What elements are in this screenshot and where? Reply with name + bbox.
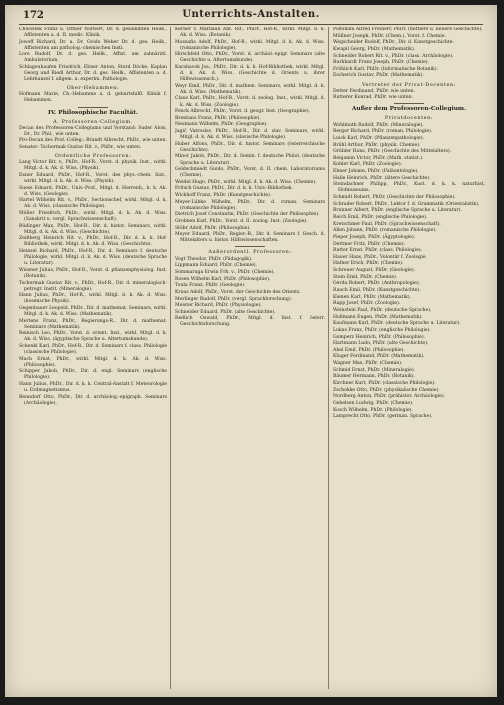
directory-entry: Brühl Arthur, PhDr. (physik. Chemie). — [333, 142, 421, 148]
entry-group — [175, 257, 325, 329]
directory-entry: Fröhlich Karl, PhDr. (Informatische Botanik). — [333, 66, 439, 72]
directory-entry: Wohlmuth Rudolf, PhDr. (Mineralogie). — [333, 122, 424, 128]
directory-entry: Müllner Joseph, PhDr. (Chem.), Vorst. f. Chemie. — [333, 33, 446, 39]
page-number: 172 — [23, 10, 44, 21]
directory-entry: Gegenbauer Leopold, PhDr., Dir. d. mathemat. Seminars, wirkl. Mitgl. d. k. Ak. d. Wiss. (Mathematik). — [19, 305, 167, 317]
directory-entry: Fritsch Gustav, PhDr., Dir. d. k. k. Univ.-Bibliothek. — [175, 186, 294, 192]
entry-group — [19, 92, 167, 104]
directory-entry: Lore Rudolf, Dr. d. ges. Heilk., Affist. am zahnärztl. Ambulatorium. — [19, 52, 167, 64]
directory-entry: Hann Julius, PhDr., Hof-R., wirkl. Mitgl. d. k. Ak. d. Wiss. (kosmische Physik). — [19, 293, 167, 305]
directory-entry: Merlinger Rudolf, PhDr. (vergl. Sprachforschung). — [175, 296, 293, 302]
directory-entry: Hofmann Marie, Ch.-Hebamme a. d. geburtshilfl. Klinik f. Hebammen. — [19, 92, 167, 104]
directory-entry: Rutterer Konrad, PhDr. wie unten. — [333, 95, 414, 101]
entry-group — [333, 27, 485, 80]
directory-entry: Claus Karl, PhDr., Hof-R., Vorst. d. zoolog. Inst., wirkl. Mitgl. d. k. Ak. d. Wiss. (Zoologie). — [175, 96, 325, 108]
directory-entry: Schneider Eduard, PhDr. (alte Geschichte). — [175, 309, 276, 315]
directory-entry: Vogt Theodor, PhDr. (Pädagogik). — [175, 256, 253, 262]
directory-entry: Ebner Johann, PhDr. (Paläontologie). — [333, 169, 419, 175]
directory-entry: Hauer Hans, PhDr., Volontär f. Zoologie. — [333, 254, 427, 260]
directory-entry: Schmidt Robert, PhDr. (Geschichte der Philosophie). — [333, 195, 456, 201]
directory-entry: Lukas Franz, PhDr. (englische Philologie). — [333, 327, 431, 333]
directory-entry: Mussafia Adolf, PhDr., Hof-R., wirkl. Mitgl. d. k. Ak. d. Wiss. (romanische Philologie). — [175, 39, 325, 51]
directory-entry: Meyer Eduard, PhDr., Regier.-R., Dir. d. Seminars f. Gesch. d. Mittelalters u. histor. Hilfswissenschaften. — [175, 232, 325, 244]
directory-entry: Wickhoff Franz, PhDr. (Kunstgeschichte). — [175, 193, 272, 199]
divider — [394, 103, 424, 104]
entry-group — [19, 27, 167, 83]
directory-entry: Nordberg Anton, PhDr. (prähistor. Archäologie). — [333, 394, 446, 400]
directory-entry: Rapp Josef, PhDr. (Zoologie). — [333, 301, 401, 307]
column-left — [19, 27, 167, 692]
directory-entry: Kirchner Kurt, PhDr. (classische Philologie). — [333, 381, 436, 387]
directory-entry: Penck Albrecht, PhDr., Vorst. d. geogr. Inst. (Geographie). — [175, 109, 310, 115]
directory-entry: Sommaruga Erwin Frh. v., PhDr. (Chemie). — [175, 269, 275, 275]
sub-heading: Außerordentl. Professoren: — [208, 249, 292, 256]
directory-entry: Hirschfeld Otto, PhDr., Vorst. d. archäol.-epigr. Seminars (alte Geschichte u. Altertumskunde). — [175, 52, 325, 64]
directory-entry: Huber Alfons, PhDr., Dir. d. histor. Seminars (österreichische Geschichte). — [175, 141, 325, 153]
directory-entry: Schlageuhaufen Friedrich, Ebner Anton, Stord Döcke, Kaplan Georg und Riedl Arthur, Dr. d. ges. Heilk., Affistenten a. d. Lehrkanzel f. allgem. u. experim. Pathologie. — [19, 65, 167, 83]
directory-entry: Gerda Robert, PhDr. (Anthropologie). — [333, 281, 421, 287]
directory-entry: Redlich Oswald, PhDr., Mitgl. d. Inst. f. österr. Geschichtsforschung. — [175, 316, 325, 328]
directory-entry: Schreuer August, PhDr. (Geologie). — [333, 268, 416, 274]
directory-entry: Schmid Ernst, PhDr. (Mineralogie). — [333, 367, 416, 373]
directory-entry: Kaufmann Karl, PhDr. (deutsche Sprache u. Literatur). — [333, 321, 461, 327]
directory-entry: Lamprecht Otto, PhDr. (german. Sprache). — [333, 414, 433, 420]
directory-entry: Lippmann Eduard, PhDr. (Chemie). — [175, 263, 258, 269]
directory-entry: Wagner Max, PhDr. (Chemie). — [333, 361, 403, 367]
directory-entry: Mertens Franz, PhDr., Regierungs-R., Dir. d. mathemat. Seminars (Mathematik). — [19, 318, 167, 330]
sub-heading: Privatdocenten: — [384, 115, 434, 122]
directory-entry: Dietrich Josef Constantin, PhDr. (Geschichte der Philosophie). — [175, 212, 320, 218]
directory-entry: Wiesner Julius, PhDr., Hof-R., Vorst. d. pflanzenphysiolog. Inst. (Botanik). — [19, 267, 167, 279]
directory-entry: Weidel Hugo, PhDr., wirkl. Mitgl. d. k. Ak. d. Wiss. (Chemie). — [175, 179, 317, 185]
directory-entry: Neumann Wilhelm, PhDr. (Geographie). — [175, 122, 268, 128]
directory-entry: Mach Ernst, PhDr., wirkl. Mitgl. d. k. Ak. d. Wiss. (Philosophie). — [19, 356, 167, 368]
entry-group — [333, 89, 485, 102]
directory-entry: Kluger Ferdinand, PhDr. (Mathematik). — [333, 354, 425, 360]
running-title: Unterrichts-Anstalten. — [182, 9, 320, 20]
directory-entry: Steindachner Philipp, PhDr., Kust. d. k. k. naturhist. Hofmuseums. — [333, 182, 485, 194]
directory-entry: Jagić Vatroslav, PhDr., Hof-R., Dir. d. slav. Seminars, wirkl. Mitgl. d. k. Ak. d. Wiss. (slavische Philologie). — [175, 129, 325, 141]
directory-entry: Weinstein Paul, PhDr. (deutsche Sprache). — [333, 307, 432, 313]
directory-entry: Lang Victor Rit. v., PhDr., Hof-R., Vorst. d. physik. Inst., wirkl. Mitgl. d. k. Ak. d. Wiss. (Physik). — [19, 160, 167, 172]
directory-entry: Hann Julius, PhDr., Dir. d. k. k. Central-Anstalt f. Meteorologie u. Erdmagnetismus. — [19, 382, 167, 394]
directory-entry: Minor Jakob, PhDr., Dir. d. Semin. f. deutsche Philol. (deutsche Sprache u. Literatur). — [175, 154, 325, 166]
directory-entry: Büdinger Max, PhDr., Hof-R., Dir. d. histor. Seminars, wirkl. Mitgl. d. k. Ak. d. Wiss. (Geschichte). — [19, 223, 167, 235]
directory-entry: Kerner v. Marilaun Ant. Rit., PhDr., Hof-R., wirkl. Mitgl. d. k. Ak. d. Wiss. (Botanik). — [175, 27, 325, 39]
directory-entry: Decan des Professoren-Collegiums und Vorstand: Suder Alois, Dr., Dr. Phil., wie unten. — [19, 125, 167, 137]
section-heading: Außer dem Professoren-Collegium. — [351, 106, 467, 113]
directory-entry: Kwapil Georg, PhDr. (Mathematik). — [333, 46, 416, 52]
divider — [78, 107, 108, 108]
entry-group — [175, 27, 325, 244]
directory-entry: Jowoff Richard, Dr. u. Dr. Gvido Weber Dr. d. ges. Heilk., Affistenten am patholog.-chemischen Insti. — [19, 39, 167, 51]
header-rule — [19, 24, 483, 25]
directory-entry: Berger Richard, PhDr. (roman. Philologie). — [333, 129, 433, 135]
section-heading: IV. Philosophische Facultät. — [47, 109, 139, 116]
directory-entry: Kretschmer Paul, PhDr. (Sprachwissenschaft). — [333, 221, 441, 227]
directory-entry: Stein Emil, PhDr. (Chemie). — [333, 274, 398, 280]
directory-entry: Hartel Wilhelm Rit. v., PhDr., Sectionschef, wirkl. Mitgl. d. k. Ak. d. Wiss. (classische Philologie). — [19, 198, 167, 210]
directory-entry: Reinisch Leo, PhDr., Vorst. d. orient. Inst., wirkl. Mitgl. d. k. Ak. d. Wiss. (ägyptische Sprache u. Altertumskunde). — [19, 331, 167, 343]
directory-entry: Luick Karl, PhDr. (Pflanzenpathologie). — [333, 135, 425, 141]
directory-entry: Hollmann Eugen, PhDr. (Mathematik). — [333, 314, 423, 320]
directory-entry: Pöltsham Alfred Freiherr, PhDr. (mittlere u. neuere Geschichte). — [333, 27, 483, 32]
section-subheading: A. Professoren-Collegium. — [53, 118, 133, 125]
directory-entry: Heinzel Richard, PhDr., Hof-R., Dir. d. Seminars f. deutsche Philologie, wirkl. Mitgl. d. k. Ak. d. Wiss. (deutsche Sprache u. Literatur). — [19, 249, 167, 267]
directory-entry: Allen Johann, PhDr. (romanische Philologie). — [333, 228, 437, 234]
directory-entry: Detter Ferdinand, PhDr. wie unten. — [333, 88, 416, 94]
directory-entry: Schneider Robert Rit. v., PhDr. (class. Archäologie). — [333, 53, 454, 59]
directory-entry: Meyer-Lübke Wilhelm, PhDr., Dir. d. roman. Seminars (romanische Philologie). — [175, 199, 325, 211]
column-divider — [328, 27, 329, 689]
directory-entry: Kosch Wilhelm, PhDr. (Philologie). — [333, 407, 413, 413]
directory-entry: Grübler Hans, PhDr. (Geschichte des Mittelalters). — [333, 149, 452, 155]
directory-entry: Pieper Joseph, PhDr. (Ägyptologie). — [333, 234, 416, 240]
directory-entry: Toula Franz, PhDr. (Geologie). — [175, 283, 246, 289]
directory-entry: Rauch Emil, PhDr. (Kunstgeschichte). — [333, 288, 421, 294]
directory-entry: Grobben Karl, PhDr., Vorst. d. II. zoolog. Inst. (Zoologie). — [175, 219, 308, 225]
directory-entry: Burkhardt Franz Joseph, PhDr. (Chemie). — [333, 60, 430, 66]
sub-heading: Ober-Hebammen: — [66, 85, 120, 92]
directory-entry: Halle Heinrich, PhDr. (ältere Geschichte). — [333, 175, 431, 181]
column-middle — [175, 27, 325, 692]
directory-entry: Schipper Jakob, PhDr., Dir. d. engl. Seminars (englische Philologie). — [19, 369, 167, 381]
directory-entry: Tschermak Gustav Rit. v., PhDr., Hof-R., Dir. d. mineralogisch-petrogr. Instit. (Mineralogie). — [19, 280, 167, 292]
sub-heading: Vertreter der Privat-Docenten: — [362, 81, 456, 88]
directory-entry: Weyr Emil, PhDr., Dir. d. mathem. Seminars, wirkl. Mitgl. d. k. Ak. d. Wiss. (Mathematik). — [175, 83, 325, 95]
directory-entry: Chwostek Franz u. Ottner Norbert, Dr. d. gesammten Heilk., Affistenten a. d. II. medic. Klinik. — [19, 27, 167, 39]
divider — [235, 246, 265, 247]
directory-entry: Meister Richard, PhDr. (Physiologie). — [175, 303, 262, 309]
directory-entry: Karabacek Jos., PhDr., Dir. d. k. k. Hof-Bibliothek, wirkl. Mitgl. d. k. Ak. d. Wiss. (Geschichte d. Orients u. ihrer Hilfswissensch.). — [175, 65, 325, 83]
directory-entry: Reich Emil, PhDr. (englische Philologie). — [333, 215, 428, 220]
directory-entry: Hartmann Ludo, PhDr. (alte Geschichte). — [333, 341, 429, 347]
directory-entry: Gomperz Heinrich, PhDr. (Philosophie). — [333, 334, 426, 340]
directory-entry: Brentano Franz, PhDr. (Philosophie). — [175, 115, 261, 121]
page-header — [5, 5, 497, 25]
directory-entry: Schenkl Karl, PhDr., Hof-R., Dir. d. Seminars f. class. Philologie (classische Philologie). — [19, 343, 167, 355]
directory-entry: Gebelsen Ludwig, PhDr. (Chemie). — [333, 400, 414, 406]
directory-entry: Rutter Ernst, PhDr. (class. Philologie). — [333, 248, 423, 254]
directory-entry: Abel Emil, PhDr. (Philosophie). — [333, 347, 405, 353]
directory-entry: Benjamin Victor, PhDr. (Math. statist.). — [333, 155, 424, 161]
directory-entry: Stöhr Adolf, PhDr. (Philosophie). — [175, 225, 251, 231]
directory-entry: Zeißberg Heinrich Rit. v., PhDr., Hof-R., Dir. d. k. k. Hof-Bibliothek, wirkl. Mitgl. d. k. Ak. d. Wiss. (Geschichte). — [19, 236, 167, 248]
directory-entry: Kraus Adolf, PhDr., Vorst. der Geschichte des Orients. — [175, 289, 301, 295]
directory-entry: Kienen Karl, PhDr. (Mathematik). — [333, 294, 412, 300]
directory-entry: Benndorf Otto, PhDr., Dir. d. archäolog.-epigraph. Seminars (Archäologie). — [19, 394, 167, 406]
entry-group — [333, 123, 485, 421]
directory-entry: Rosen Wilhelm Karl, PhDr. (Philosophie). — [175, 276, 271, 282]
directory-entry: Schrader Robert, PhDr., Lektor f. d. Grammatik (Orientalistik). — [333, 201, 480, 207]
directory-entry: Kohler Karl, PhDr. (Zoologie). — [333, 162, 403, 168]
directory-entry: Brunner Albert, PhDr. (englische Sprache u. Literatur). — [333, 208, 462, 214]
directory-entry: Zschokke Otto, PhDr. (physikalische Chemie). — [333, 387, 440, 393]
directory-entry: Bäumer Hermann, PhDr. (Botanik). — [333, 374, 415, 380]
directory-entry: Suess Eduard, PhDr., Univ.-Prof., Mitgl. d. Herrenh., k. k. Ak. d. Wiss. (Geologie). — [19, 185, 167, 197]
directory-entry: Escherich Gustav, PhDr. (Mathematik). — [333, 73, 424, 79]
directory-entry: Wegscheider Rudolf, PhDr., Dir. d. Kunstgeschichte. — [333, 40, 454, 46]
document-page — [5, 5, 497, 697]
entry-group — [19, 126, 167, 151]
directory-entry: Goldschmiedt Guido, PhDr., Vorst. d. II. chem. Laboratoriums (Chemie). — [175, 167, 325, 179]
directory-entry: Senator: Tschermak Gustav Rit. v., PhDr., wie unten. — [19, 145, 142, 151]
entry-group — [19, 160, 167, 407]
directory-entry: Exner Eduard, PhDr., Hof-R., Vorst. des phys.-chem. Inst., wirkl. Mitgl. d. k. Ak. d. Wiss. (Physik). — [19, 172, 167, 185]
column-right — [333, 27, 485, 692]
sub-heading: Ordentliche Professoren: — [54, 153, 132, 160]
column-divider — [170, 27, 171, 689]
directory-entry: Dettmer Fritz, PhDr. (Chemie). — [333, 241, 405, 247]
directory-entry: Pro-Decan des Prof.-Colleg.: Brandt Albrecht, PhDr., wie unten. — [19, 138, 167, 144]
directory-entry: Müller Friedrich, PhDr., wirkl. Mitgl. d. k. Ak. d. Wiss. (Sanskrit u. vergl. Sprachwissenschaft). — [19, 211, 167, 223]
directory-entry: Hafner Erich, PhDr. (Chemie). — [333, 261, 404, 267]
